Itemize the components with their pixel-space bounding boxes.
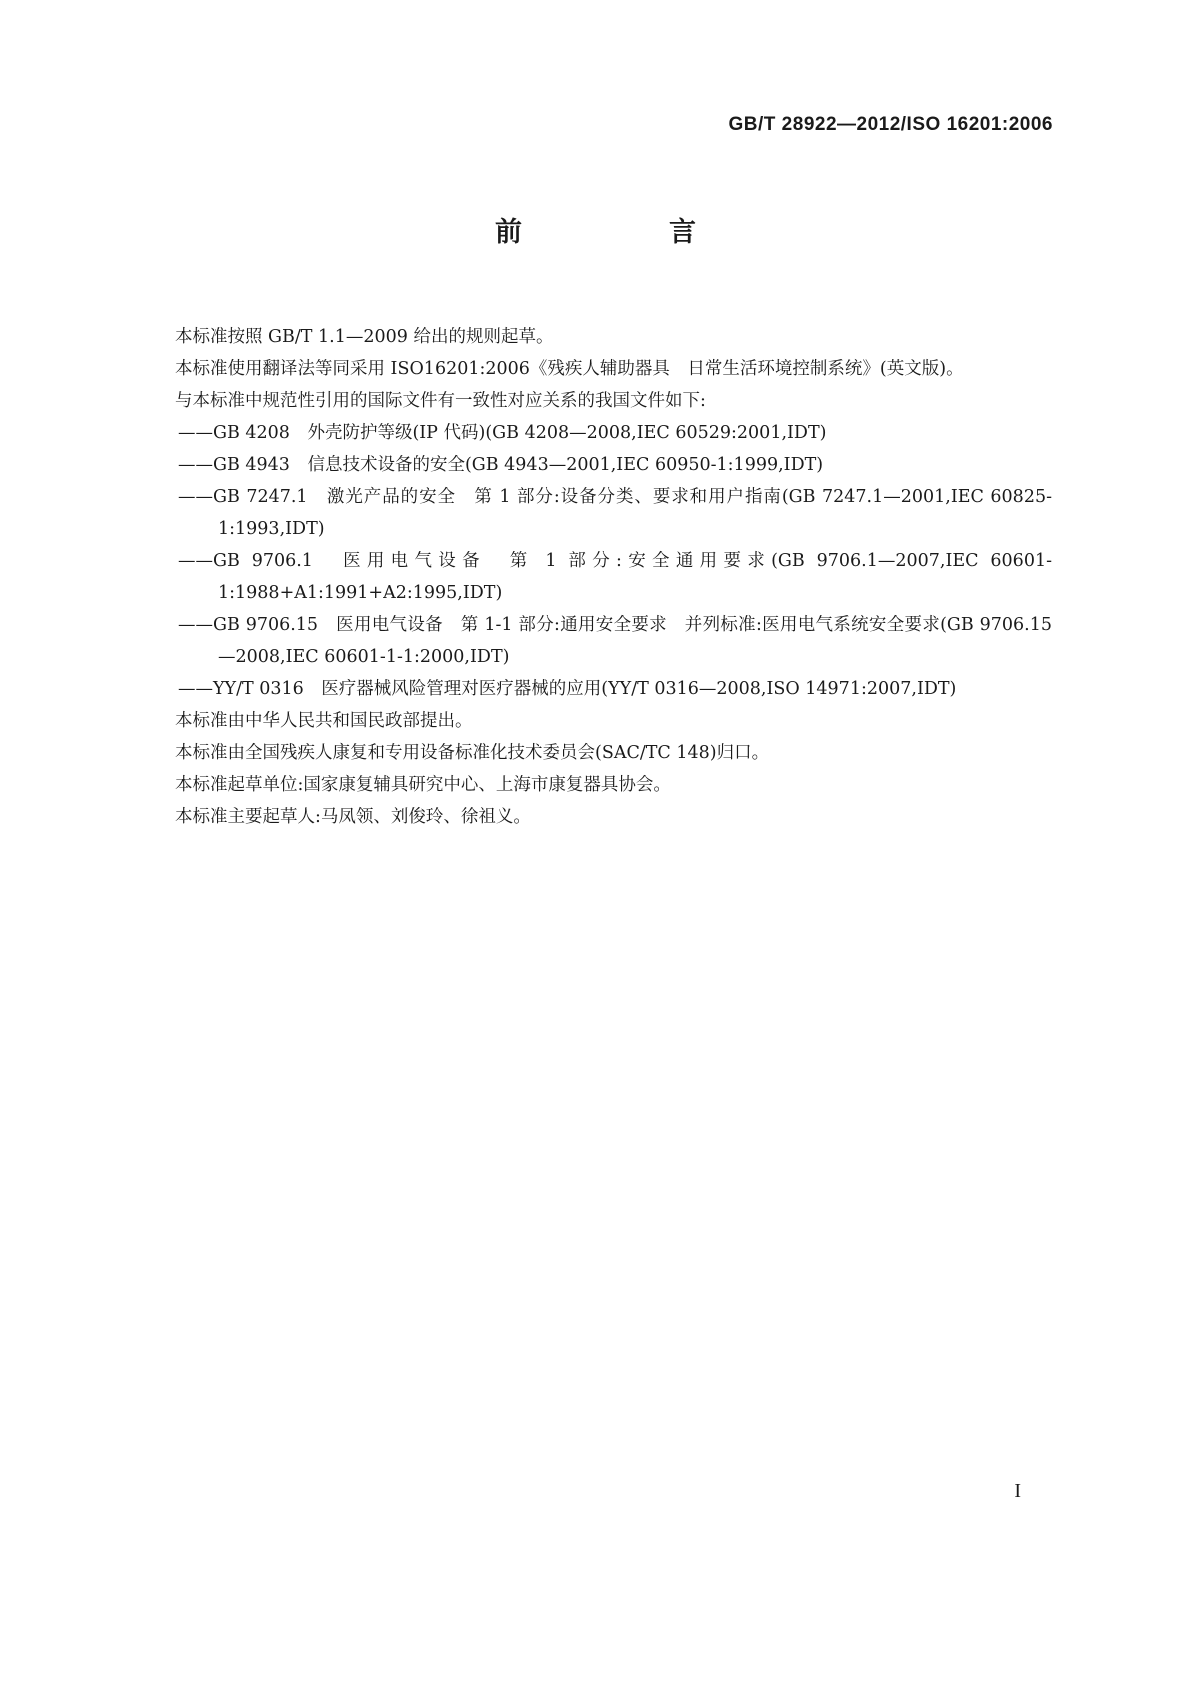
foreword-body [140,321,1052,833]
paragraph-drafting-units: 本标准起草单位:国家康复辅具研究中心、上海市康复器具协会。 [175,775,671,795]
page-number: I [1014,1480,1021,1502]
reference-item-gb4943: ——GB 4943 信息技术设备的安全(GB 4943—2001,IEC 60950-1:1999,IDT) [178,455,824,475]
paragraph-drafting-rules: 本标准按照 GB/T 1.1—2009 给出的规则起草。 [175,327,554,347]
paragraph-adoption: 本标准使用翻译法等同采用 ISO16201:2006《残疾人辅助器具 日常生活环境控制系统》(英文版)。 [175,359,964,379]
reference-list [140,417,1052,705]
paragraph-committee: 本标准由全国残疾人康复和专用设备标准化技术委员会(SAC/TC 148)归口。 [175,743,770,763]
reference-item-yyt0316: ——YY/T 0316 医疗器械风险管理对医疗器械的应用(YY/T 0316—2008,ISO 14971:2007,IDT) [178,679,957,699]
page-title: 前 言 [495,217,756,248]
paragraph-references-intro: 与本标准中规范性引用的国际文件有一致性对应关系的我国文件如下: [175,391,706,411]
standard-code: GB/T 28922—2012/ISO 16201:2006 [728,114,1053,135]
reference-item-gb7247: ——GB 7247.1 激光产品的安全 第 1 部分:设备分类、要求和用户指南(GB 7247.1—2001,IEC 60825-1:1993,IDT) [178,487,1052,539]
reference-item-gb9706-1: ——GB 9706.1 医用电气设备 第 1 部分:安全通用要求(GB 9706.1—2007,IEC 60601-1:1988+A1:1991+A2:1995,IDT) [178,551,1052,603]
paragraph-drafters: 本标准主要起草人:马凤领、刘俊玲、徐祖义。 [175,807,531,827]
paragraph-proposer: 本标准由中华人民共和国民政部提出。 [175,711,473,731]
reference-item-gb9706-15: ——GB 9706.15 医用电气设备 第 1-1 部分:通用安全要求 并列标准:医用电气系统安全要求(GB 9706.15—2008,IEC 60601-1-1:2000,IDT) [178,615,1052,667]
reference-item-gb4208: ——GB 4208 外壳防护等级(IP 代码)(GB 4208—2008,IEC 60529:2001,IDT) [178,423,827,443]
